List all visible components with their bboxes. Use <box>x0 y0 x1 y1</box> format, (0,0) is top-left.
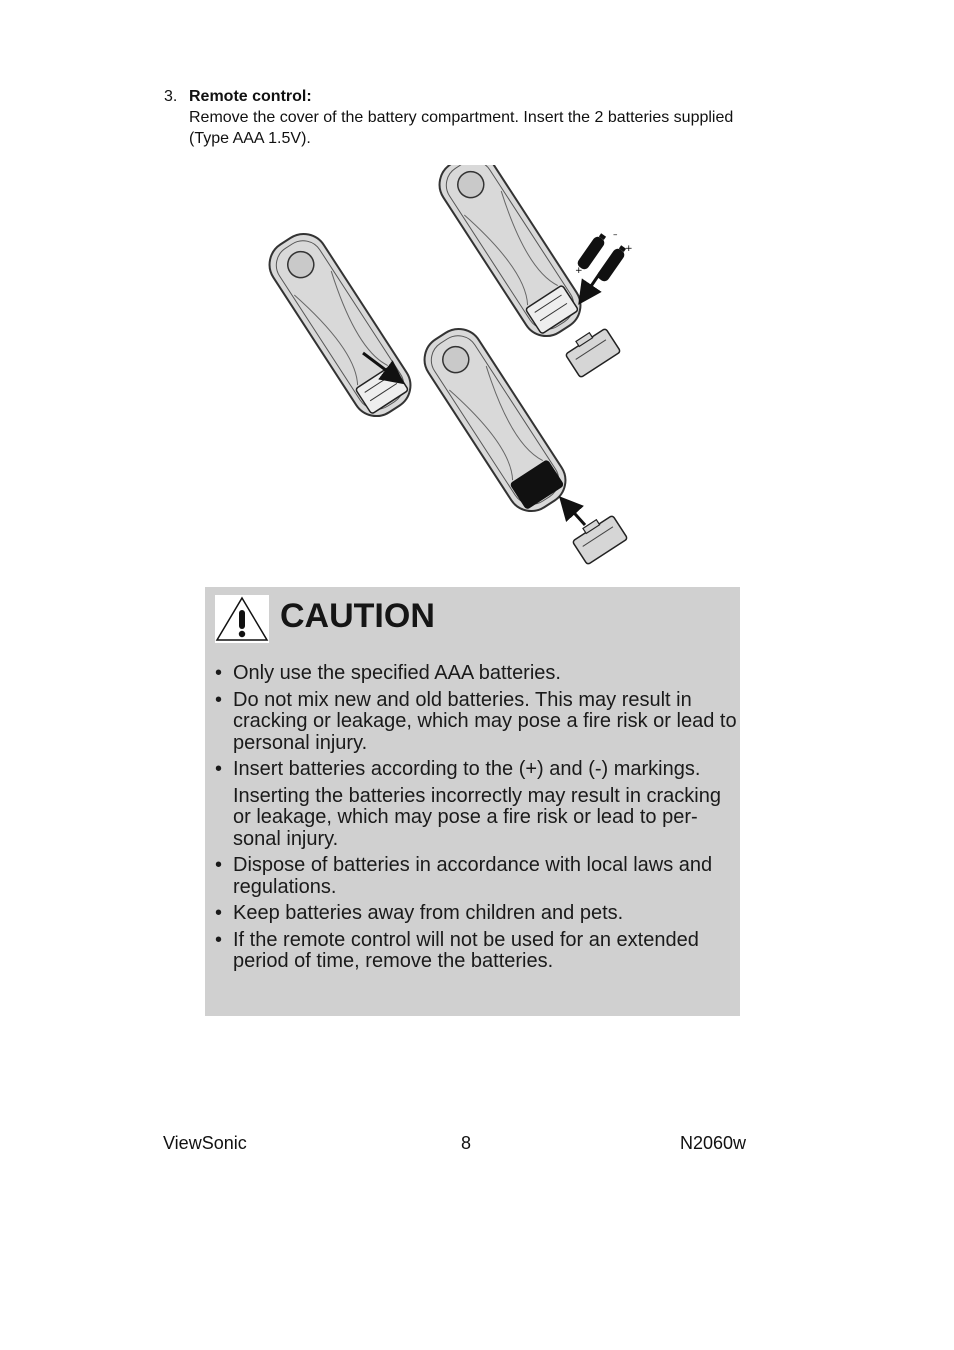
step-title: Remote control: <box>189 88 312 105</box>
bullet: • <box>215 688 223 711</box>
battery-installation-illustration <box>255 165 645 575</box>
remote-open-compartment <box>260 225 419 425</box>
bullet: • <box>215 928 223 951</box>
caution-item <box>215 663 737 685</box>
bullet: • <box>215 854 223 876</box>
polarity-plus-label: + <box>575 266 583 276</box>
footer-page-number: 8 <box>461 1133 472 1153</box>
caution-item <box>215 930 737 973</box>
remote-replace-cover <box>415 320 574 520</box>
caution-item-text: Dispose of batteries in accordance with local laws and regulations. <box>233 854 713 898</box>
bullet: • <box>215 662 223 684</box>
step-instructions: Remove the cover of the battery compartment. Insert the 2 batteries supplied (Type AAA 1.5V). <box>189 109 734 147</box>
footer-brand: ViewSonic <box>163 1133 247 1153</box>
warning-triangle-icon <box>215 595 269 643</box>
bullet: • <box>215 902 223 924</box>
polarity-plus-label-2: + <box>625 244 633 254</box>
caution-item <box>215 759 737 850</box>
caution-item <box>215 855 737 898</box>
step-number: 3. <box>164 88 178 105</box>
caution-item-text: Only use the specified AAA batteries. <box>233 662 561 684</box>
caution-item <box>215 690 737 755</box>
caution-item-text: Do not mix new and old batteries. This may result in cracking or leakage, which may pose a fire risk or lead to personal injury. <box>233 688 737 754</box>
caution-list <box>215 663 737 978</box>
battery-cover-removed <box>563 324 621 378</box>
insert-batteries-arrow <box>585 273 600 295</box>
remote-insert-batteries <box>430 165 589 345</box>
aaa-batteries <box>575 230 633 283</box>
caution-item-text: Insert batteries according to the (+) and (-) markings. <box>233 758 701 780</box>
polarity-minus-label: – <box>613 230 618 240</box>
caution-item <box>215 903 737 925</box>
caution-item-text: Keep batteries away from children and pets. <box>233 902 624 924</box>
replace-cover-arrow <box>567 505 585 525</box>
caution-item-text: If the remote control will not be used for an extended period of time, remove the batteries. <box>233 928 699 972</box>
bullet: • <box>215 758 223 780</box>
caution-box <box>205 587 740 1016</box>
caution-item-extra: Inserting the batteries incorrectly may result in cracking or leakage, which may pose a fire risk or lead to per-sonal injury. <box>233 784 721 850</box>
footer-model: N2060w <box>680 1133 747 1153</box>
caution-title: CAUTION <box>280 597 435 635</box>
